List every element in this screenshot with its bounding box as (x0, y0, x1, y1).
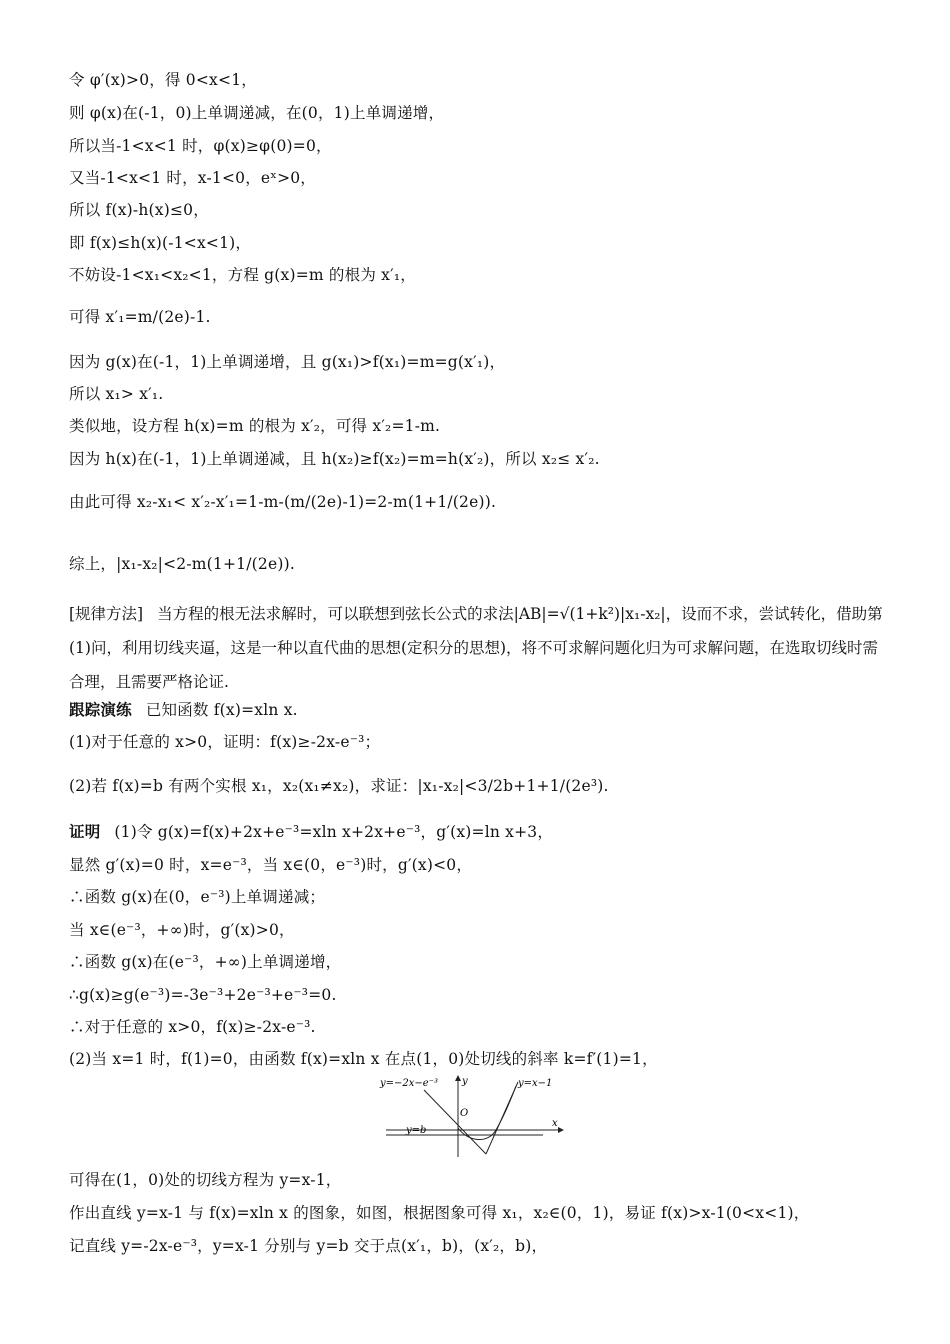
label-line2: y=x−1 (518, 1078, 553, 1089)
tail-line: 作出直线 y=x-1 与 f(x)=xln x 的图象，如图，根据图象可得 x₁，x₂∈(0，1)，易证 f(x)>x-1(0<x<1)， (69, 1204, 810, 1222)
proof-line: ∴函数 g(x)在(0，e⁻³)上单调递减； (69, 888, 326, 906)
exercise-stem: 已知函数 f(x)=xln x. (145, 701, 298, 719)
label-x: x (552, 1118, 558, 1129)
text-line: 因为 g(x)在(-1，1)上单调递增，且 g(x₁)>f(x₁)=m=g(x′₁)， (69, 353, 506, 371)
text-line: 所以 x₁> x′₁. (69, 385, 164, 403)
exercise-label: 跟踪演练 (69, 700, 132, 719)
line-tangent-neg (424, 1090, 486, 1154)
text-line: 由此可得 x₂-x₁< x′₂-x′₁=1-m-(m/(2e)-1)=2-m(1+1/(2e)). (69, 493, 497, 511)
text-line: 即 f(x)≤h(x)(-1<x<1)， (69, 234, 252, 252)
proof-line: 显然 g′(x)=0 时，x=e⁻³，当 x∈(0，e⁻³)时，g′(x)<0， (69, 856, 473, 874)
proof-line: ∴函数 g(x)在(e⁻³，+∞)上单调递增， (69, 953, 342, 971)
proof-line: (1)令 g(x)=f(x)+2x+e⁻³=xln x+2x+e⁻³，g′(x)=ln x+3， (114, 823, 554, 841)
proof-line: ∴g(x)≥g(e⁻³)=-3e⁻³+2e⁻³+e⁻³=0. (69, 986, 337, 1004)
proof-label: 证明 (69, 822, 101, 841)
label-y: y (462, 1076, 468, 1087)
exercise-heading (69, 700, 298, 720)
text-line: 综上，|x₁-x₂|<2-m(1+1/(2e)). (69, 555, 295, 573)
exercise-q1: (1)对于任意的 x>0，证明：f(x)≥-2x-e⁻³； (69, 733, 381, 751)
x-axis-arrow (558, 1127, 564, 1133)
proof-line: (2)当 x=1 时，f(1)=0，由函数 f(x)=xln x 在点(1，0)处切线的斜率 k=f′(1)=1， (69, 1050, 658, 1068)
text-line: 不妨设-1<x₁<x₂<1，方程 g(x)=m 的根为 x′₁， (69, 266, 416, 284)
text-line: 所以 f(x)-h(x)≤0， (69, 201, 209, 219)
text-line: 因为 h(x)在(-1，1)上单调递减，且 h(x₂)≥f(x₂)=m=h(x′₂)，所以 x₂≤ x′₂. (69, 450, 600, 468)
proof-line: 当 x∈(e⁻³，+∞)时，g′(x)>0， (69, 921, 295, 939)
text-line: 又当-1<x<1 时，x-1<0，eˣ>0， (69, 169, 317, 187)
label-yb: y=b (406, 1125, 427, 1136)
method-paragraph (69, 597, 884, 699)
tail-line: 可得在(1，0)处的切线方程为 y=x-1， (69, 1171, 342, 1189)
method-label: [规律方法] (69, 605, 144, 623)
proof-first-line (69, 822, 553, 842)
label-origin: O (460, 1108, 469, 1119)
proof-line: ∴对于任意的 x>0，f(x)≥-2x-e⁻³. (69, 1018, 316, 1036)
exercise-q2: (2)若 f(x)=b 有两个实根 x₁，x₂(x₁≠x₂)，求证：|x₁-x₂|<3/2b+1+1/(2e³). (69, 777, 609, 795)
method-text: 当方程的根无法求解时，可以联想到弦长公式的求法|AB|=√(1+k²)|x₁-x₂|，设而不求，尝试转化，借助第(1)问，利用切线夹逼，这是一种以直代曲的思想(定积分的思想)，将不可求解问题化归为可求解问题，在选取切线时需合理，且需要严格论证. (69, 605, 883, 691)
text-line: 类似地，设方程 h(x)=m 的根为 x′₂，可得 x′₂=1-m. (69, 417, 441, 435)
y-axis-arrow (455, 1075, 461, 1081)
text-line: 可得 x′₁=m/(2e)-1. (69, 308, 211, 326)
text-line: 令 φ′(x)>0，得 0<x<1， (69, 71, 257, 89)
function-graph (378, 1072, 568, 1162)
label-line1: y=−2x−e⁻³ (380, 1078, 438, 1089)
tail-line: 记直线 y=-2x-e⁻³，y=x-1 分别与 y=b 交于点(x′₁，b)，(x′₂，b)， (69, 1237, 548, 1255)
text-line: 则 φ(x)在(-1，0)上单调递减，在(0，1)上单调递增， (69, 104, 445, 122)
text-line: 所以当-1<x<1 时，φ(x)≥φ(0)=0， (69, 137, 332, 155)
